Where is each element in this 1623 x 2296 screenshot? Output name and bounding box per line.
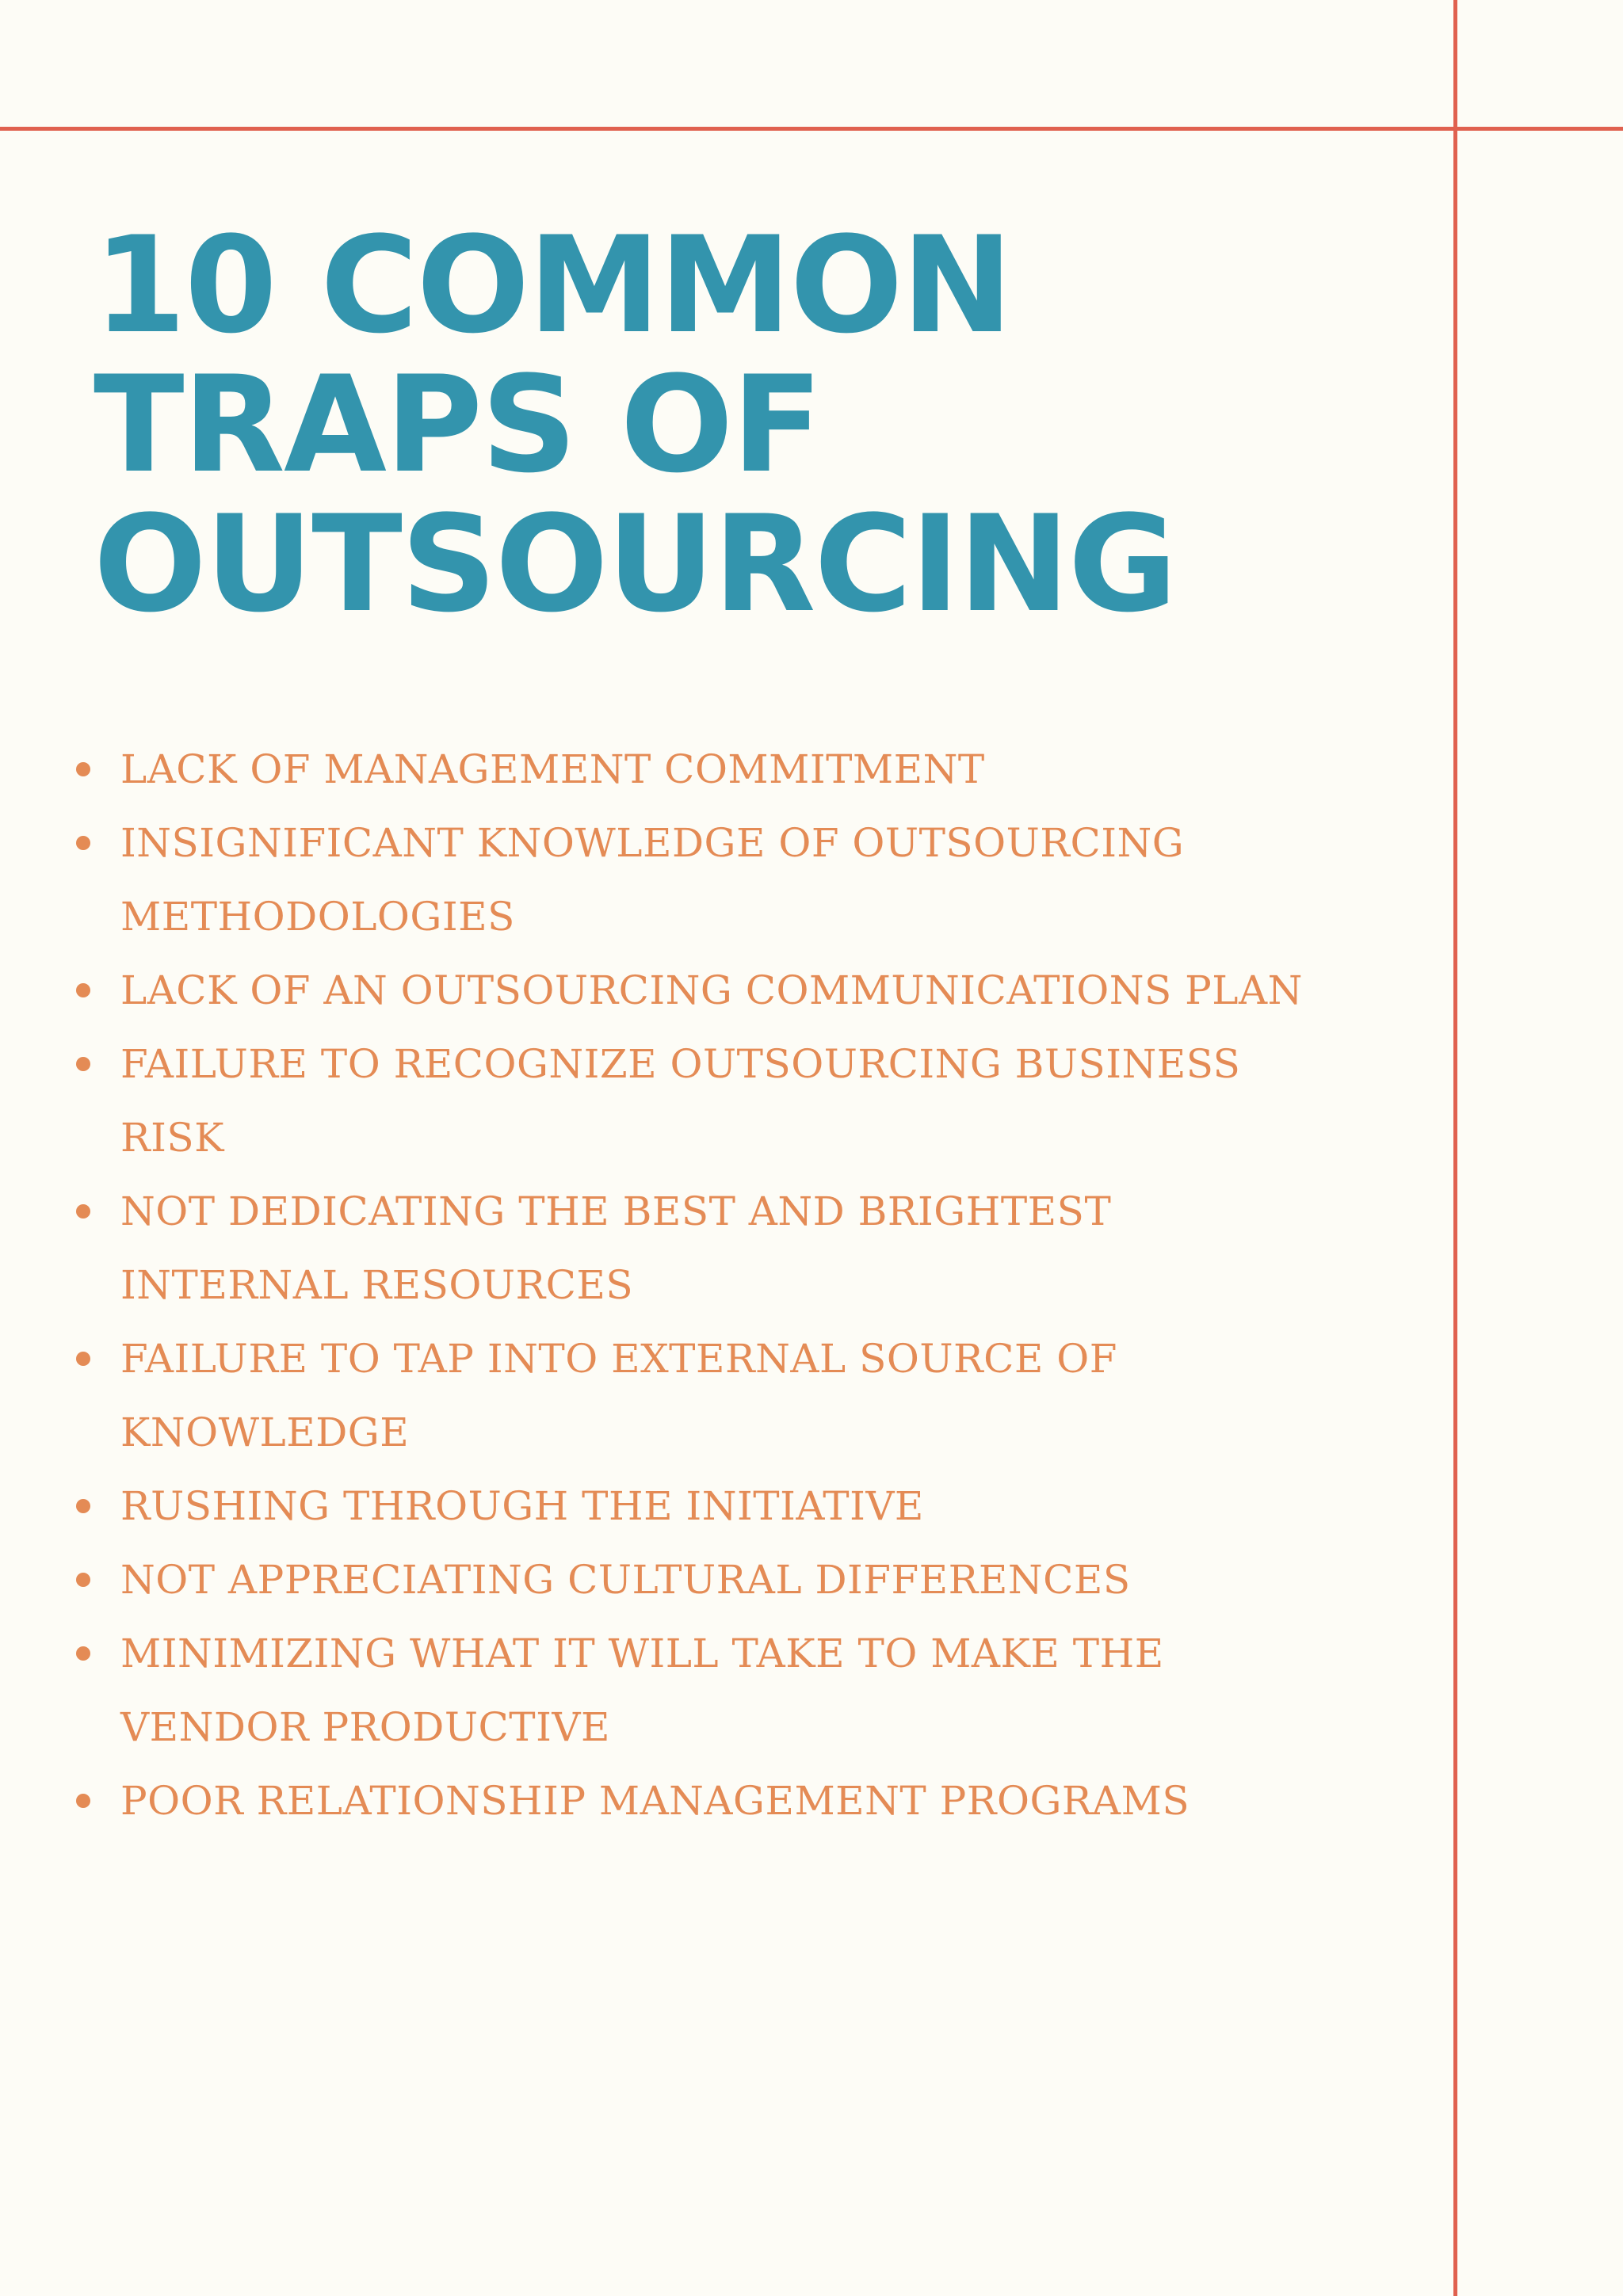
title-line-2: TRAPS OF xyxy=(94,347,822,502)
list-item-text: INSIGNIFICANT KNOWLEDGE OF OUTSOURCING METHODOLOGIES xyxy=(120,820,1185,940)
bullet-icon xyxy=(76,1204,90,1219)
title-line-1: 10 COMMON xyxy=(94,208,1012,363)
list-item xyxy=(74,1764,1311,1838)
list-item-text: LACK OF AN OUTSOURCING COMMUNICATIONS PLAN xyxy=(120,967,1303,1013)
list-item-text: NOT DEDICATING THE BEST AND BRIGHTEST INTERNAL RESOURCES xyxy=(120,1188,1112,1308)
list-item xyxy=(74,954,1311,1028)
bullet-icon xyxy=(76,1057,90,1071)
list-item xyxy=(74,807,1311,954)
list-item-text: POOR RELATIONSHIP MANAGEMENT PROGRAMS xyxy=(120,1778,1190,1824)
list-item xyxy=(74,1175,1311,1322)
bullet-icon xyxy=(76,836,90,850)
bullet-icon xyxy=(76,1352,90,1366)
bullet-icon xyxy=(76,1794,90,1808)
list-item-text: NOT APPRECIATING CULTURAL DIFFERENCES xyxy=(120,1557,1131,1603)
list-item-text: LACK OF MANAGEMENT COMMITMENT xyxy=(120,746,985,792)
list-item xyxy=(74,1470,1311,1543)
list-item xyxy=(74,1617,1311,1764)
list-item xyxy=(74,1322,1311,1470)
bullet-icon xyxy=(76,1573,90,1587)
traps-list xyxy=(74,733,1311,1838)
bullet-icon xyxy=(76,983,90,997)
right-vertical-rule xyxy=(1453,0,1457,2296)
title-line-3: OUTSOURCING xyxy=(94,486,1176,642)
bullet-icon xyxy=(76,1646,90,1661)
list-item xyxy=(74,1028,1311,1175)
bullet-icon xyxy=(76,1499,90,1513)
list-item-text: FAILURE TO RECOGNIZE OUTSOURCING BUSINESS RISK xyxy=(120,1041,1241,1161)
list-item-text: RUSHING THROUGH THE INITIATIVE xyxy=(120,1483,924,1529)
list-item xyxy=(74,1543,1311,1617)
list-item-text: MINIMIZING WHAT IT WILL TAKE TO MAKE THE VENDOR PRODUCTIVE xyxy=(120,1630,1164,1750)
list-item-text: FAILURE TO TAP INTO EXTERNAL SOURCE OF KNOWLEDGE xyxy=(120,1336,1117,1455)
top-horizontal-rule xyxy=(0,127,1623,131)
bullet-icon xyxy=(76,762,90,776)
list-item xyxy=(74,733,1311,807)
page-title xyxy=(94,208,1176,642)
